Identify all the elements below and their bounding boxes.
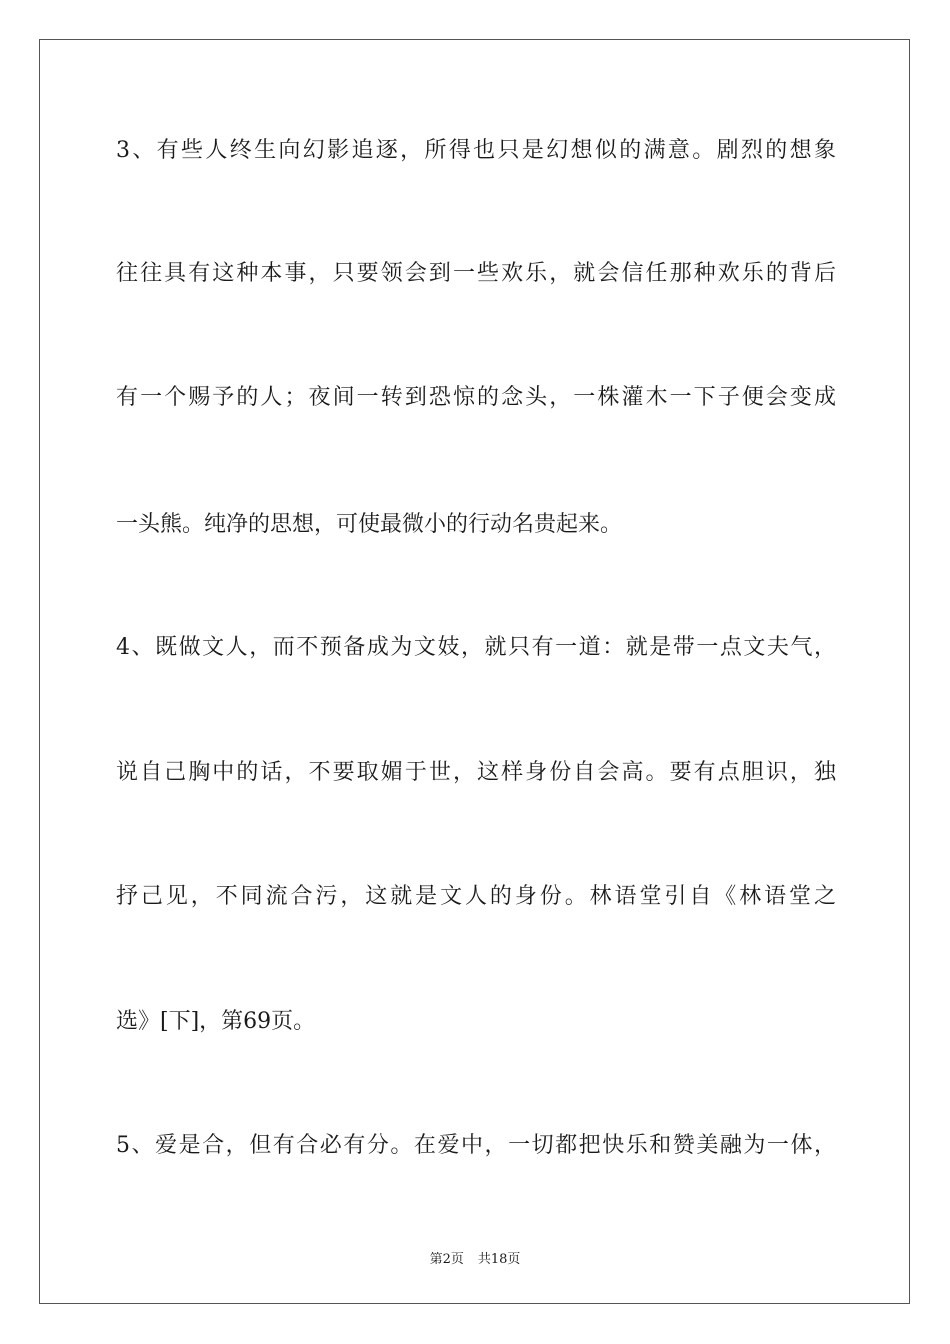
text-line-8: 选》[下]，第69页。 [116,1009,316,1034]
text-line-7: 抒己见，不同流合污，这就是文人的身份。林语堂引自《林语堂之 [116,884,836,909]
text-line-5: 4、既做文人，而不预备成为文妓，就只有一道：就是带一点文夫气， [116,635,836,660]
page-total: 共18页 [477,1252,521,1267]
text-line-1: 3、有些人终生向幻影追逐，所得也只是幻想似的满意。剧烈的想象 [116,138,836,163]
text-line-4: 一头熊。纯净的思想，可使最微小的行动名贵起来。 [116,512,623,537]
text-line-3: 有一个赐予的人；夜间一转到恐惊的念头，一株灌木一下子便会变成 [116,385,836,410]
text-line-9: 5、爱是合，但有合必有分。在爱中，一切都把快乐和赞美融为一体， [116,1133,836,1158]
text-line-2: 往往具有这种本事，只要领会到一些欢乐，就会信任那种欢乐的背后 [116,261,836,286]
page-number: 第2页 [429,1252,464,1267]
text-line-6: 说自己胸中的话，不要取媚于世，这样身份自会高。要有点胆识，独 [116,760,836,785]
page-footer [0,1248,950,1267]
page-border [39,39,910,1304]
